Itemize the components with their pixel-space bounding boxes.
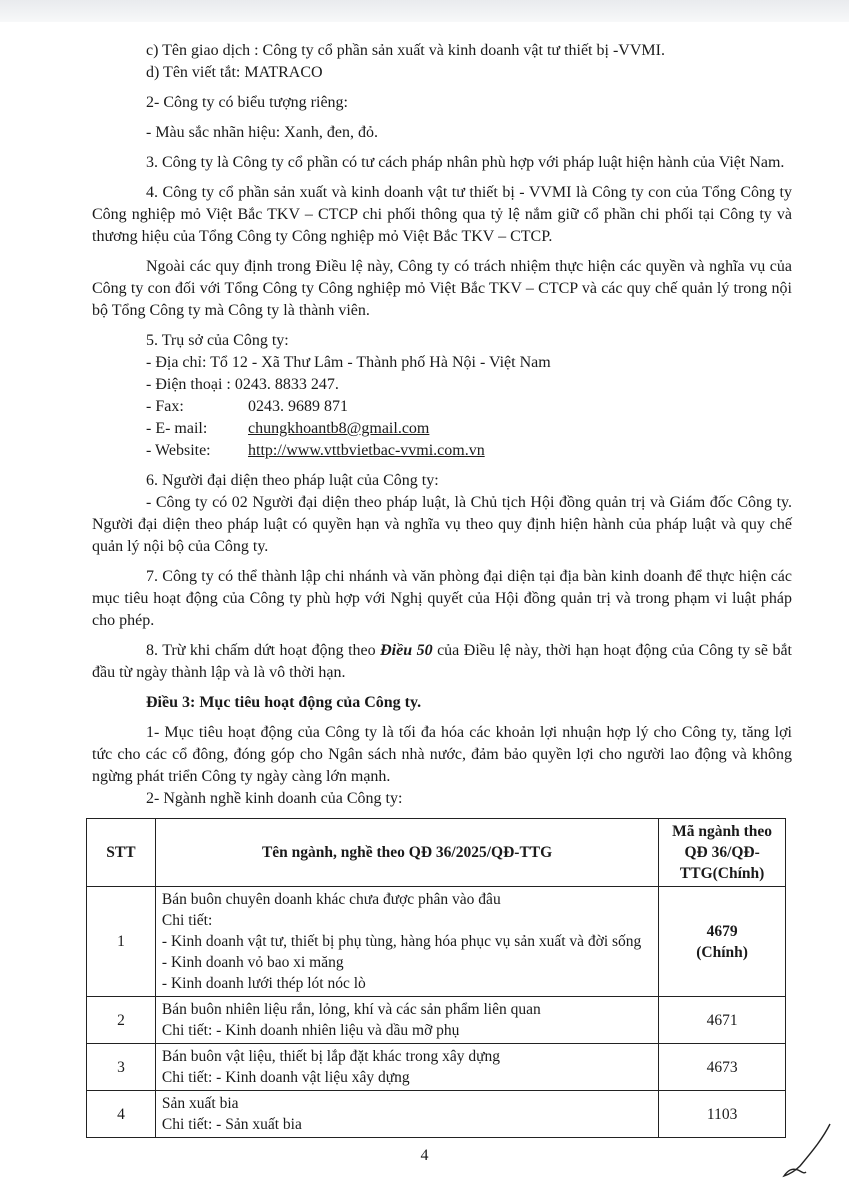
table-header-row xyxy=(87,819,786,887)
row-code: 1103 xyxy=(659,1091,786,1138)
row-code xyxy=(659,887,786,997)
row-name xyxy=(155,887,658,997)
phone-line: - Điện thoại : 0243. 8833 247. xyxy=(146,376,339,393)
row-line: - Kinh doanh vật tư, thiết bị phụ tùng, hàng hóa phục vụ sản xuất và đời sống xyxy=(161,933,642,950)
row-line: Sản xuất bia xyxy=(161,1095,239,1112)
clause-6-detail: - Công ty có 02 Người đại diện theo pháp luật, là Chủ tịch Hội đồng quản trị và Giám đốc Công ty. Người đại diện theo pháp luật có quyền hạn và nghĩa vụ theo quy định hiện hành của pháp luật và quy chế quản lý nội bộ của Công ty. xyxy=(92,494,792,555)
article-3-item-2: 2- Ngành nghề kinh doanh của Công ty: xyxy=(146,790,403,807)
clause-4: 4. Công ty cổ phần sản xuất và kinh doanh vật tư thiết bị - VVMI là Công ty con của Tổng Công ty Công nghiệp mỏ Việt Bắc TKV – CTCP chi phối thông qua tỷ lệ nắm giữ cổ phần chi phối tại Công ty và thương hiệu của Tổng Công ty Công nghiệp mỏ Việt Bắc TKV – CTCP. xyxy=(92,184,792,245)
row-name xyxy=(155,1091,658,1138)
top-edge-bar xyxy=(0,0,849,22)
header-stt: STT xyxy=(87,819,156,887)
row-name xyxy=(155,1044,658,1091)
row-line: Bán buôn nhiên liệu rắn, lỏng, khí và các sản phẩm liên quan xyxy=(161,1001,541,1018)
article-3-item-1: 1- Mục tiêu hoạt động của Công ty là tối đa hóa các khoản lợi nhuận hợp lý cho Công ty, tăng lợi tức cho các cổ đông, đóng góp cho Ngân sách nhà nước, đảm bảo quyền lợi cho người lao động và không ngừng phát triển Công ty ngày càng lớn mạnh. xyxy=(92,724,792,785)
row-line: Chi tiết: - Sản xuất bia xyxy=(161,1116,302,1133)
row-code-note: (Chính) xyxy=(696,943,748,961)
row-stt: 1 xyxy=(87,887,156,997)
email-line xyxy=(92,418,792,440)
website-line xyxy=(92,440,792,462)
row-line: Bán buôn chuyên doanh khác chưa được phân vào đâu xyxy=(161,891,501,908)
article-3-heading xyxy=(92,692,792,714)
row-name xyxy=(155,997,658,1044)
email-label: - E- mail: xyxy=(146,420,208,437)
address-line: - Địa chỉ: Tổ 12 - Xã Thư Lâm - Thành phố Hà Nội - Việt Nam xyxy=(146,354,551,371)
business-lines-table xyxy=(86,818,786,1138)
row-line: Chi tiết: xyxy=(161,912,213,929)
page-number: 4 xyxy=(420,1147,429,1164)
clause-8-article-ref: Điều 50 xyxy=(380,642,433,659)
header-name: Tên ngành, nghề theo QĐ 36/2025/QĐ-TTG xyxy=(155,819,658,887)
logo-heading: 2- Công ty có biểu tượng riêng: xyxy=(146,94,348,111)
clause-5: 5. Trụ sở của Công ty: xyxy=(146,332,289,349)
fax-line xyxy=(92,396,792,418)
row-line: Chi tiết: - Kinh doanh vật liệu xây dựng xyxy=(161,1069,410,1086)
clause-8-post: của Điều lệ này, thời hạn hoạt động của Công ty sẽ bắt đầu từ ngày thành lập và là vô thời hạn. xyxy=(92,642,792,681)
fax-value: 0243. 9689 871 xyxy=(248,398,348,415)
table-row xyxy=(87,997,786,1044)
clause-3: 3. Công ty là Công ty cổ phần có tư cách pháp nhân phù hợp với pháp luật hiện hành của Việt Nam. xyxy=(146,154,785,171)
article-3-title: Điều 3: Mục tiêu hoạt động của Công ty. xyxy=(146,694,422,711)
table-row xyxy=(87,1091,786,1138)
signature-mark xyxy=(770,1120,840,1180)
row-code: 4671 xyxy=(659,997,786,1044)
trade-name: c) Tên giao dịch : Công ty cổ phần sản xuất và kinh doanh vật tư thiết bị -VVMI. xyxy=(146,42,665,59)
row-stt: 2 xyxy=(87,997,156,1044)
email-link[interactable]: chungkhoantb8@gmail.com xyxy=(248,420,430,437)
website-link[interactable]: http://www.vttbvietbac-vvmi.com.vn xyxy=(248,442,485,459)
clause-6: 6. Người đại diện theo pháp luật của Công ty: xyxy=(146,472,439,489)
row-stt: 3 xyxy=(87,1044,156,1091)
row-code: 4673 xyxy=(659,1044,786,1091)
website-label: - Website: xyxy=(146,442,211,459)
table-row xyxy=(87,887,786,997)
logo-colors: - Màu sắc nhãn hiệu: Xanh, đen, đỏ. xyxy=(146,124,378,141)
clause-8-pre: 8. Trừ khi chấm dứt hoạt động theo xyxy=(146,642,381,659)
row-code-value: 4679 xyxy=(706,922,738,940)
document-body xyxy=(92,40,792,810)
header-code: Mã ngành theo QĐ 36/QĐ-TTG(Chính) xyxy=(659,819,786,887)
table-row xyxy=(87,1044,786,1091)
row-line: Bán buôn vật liệu, thiết bị lắp đặt khác trong xây dựng xyxy=(161,1048,501,1065)
fax-label: - Fax: xyxy=(146,398,184,415)
row-stt: 4 xyxy=(87,1091,156,1138)
row-line: Chi tiết: - Kinh doanh nhiên liệu và dầu mỡ phụ xyxy=(161,1022,460,1039)
clause-4-extra: Ngoài các quy định trong Điều lệ này, Công ty có trách nhiệm thực hiện các quyền và nghĩa vụ của Công ty con đối với Tổng Công ty Công nghiệp mỏ Việt Bắc TKV – CTCP và các quy chế quản lý trong nội bộ Tổng Công ty mà Công ty là thành viên. xyxy=(92,258,792,319)
row-line: - Kinh doanh vỏ bao xi măng xyxy=(161,954,344,971)
short-name: d) Tên viết tắt: MATRACO xyxy=(146,64,323,81)
clause-7: 7. Công ty có thể thành lập chi nhánh và văn phòng đại diện tại địa bàn kinh doanh để thực hiện các mục tiêu hoạt động của Công ty phù hợp với Nghị quyết của Hội đồng quản trị và trong phạm vi luật pháp cho phép. xyxy=(92,568,792,629)
row-line: - Kinh doanh lưới thép lót nóc lò xyxy=(161,975,366,992)
clause-8 xyxy=(92,640,792,684)
